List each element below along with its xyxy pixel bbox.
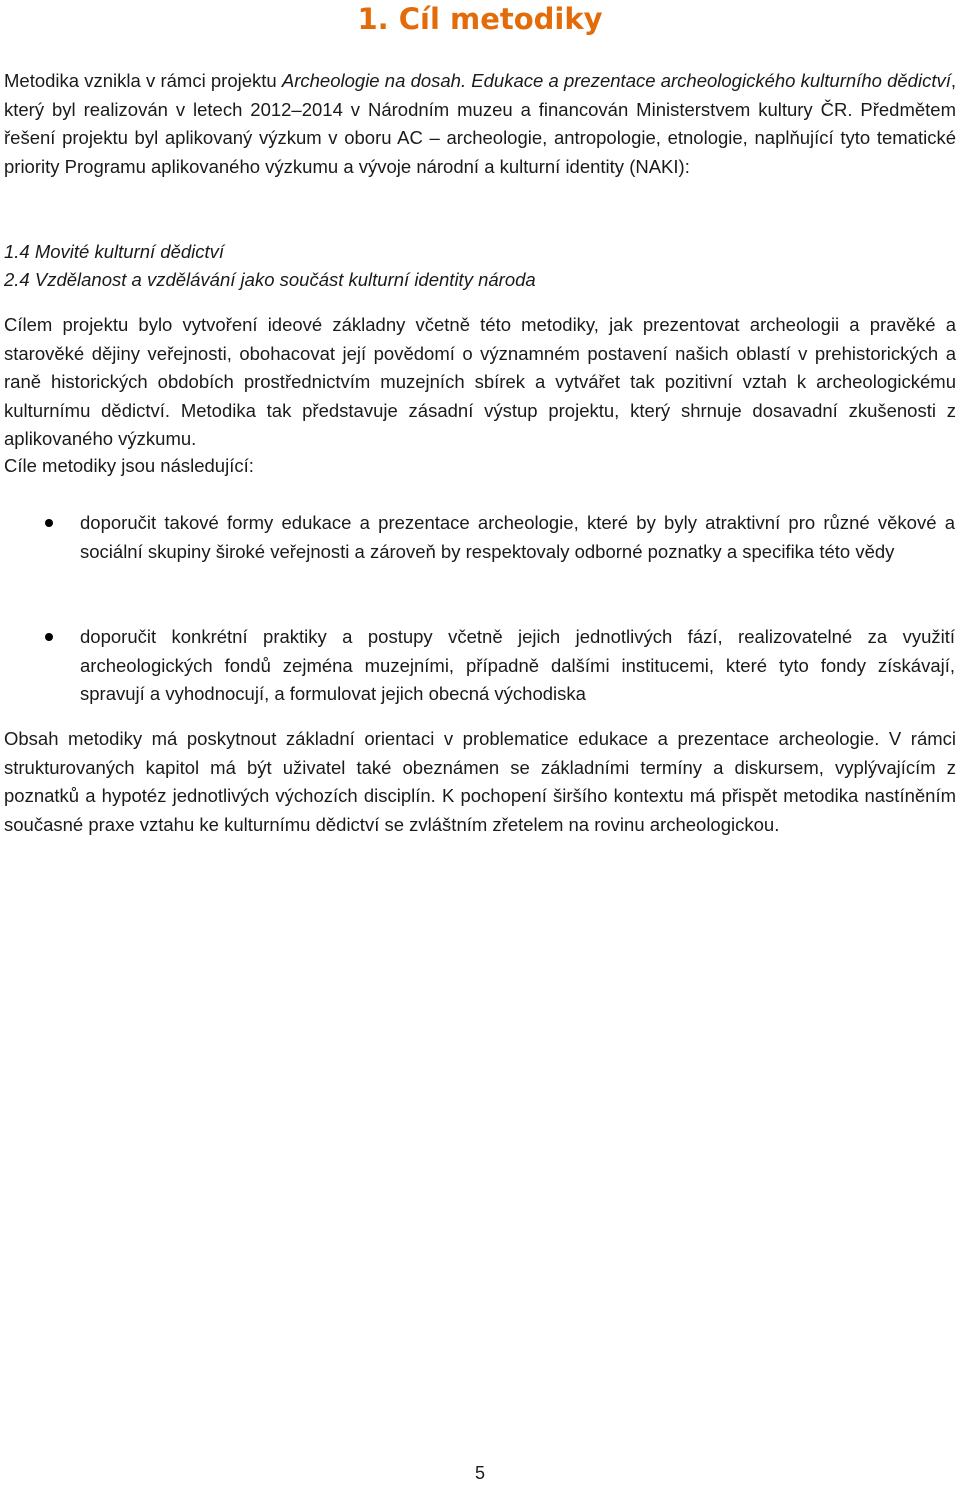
priority-item: 1.4 Movité kulturní dědictví <box>4 241 225 262</box>
intro-text-start: Metodika vznikla v rámci projektu <box>4 70 282 91</box>
priority-item: 2.4 Vzdělanost a vzdělávání jako součást kulturní identity národa <box>4 269 536 290</box>
aim-paragraph: Cílem projektu bylo vytvoření ideové základny včetně této metodiky, jak prezentovat archeologii a pravěké a starověké dějiny veřejnosti, obohacovat její povědomí o významném postavení našich oblastí v prehistorických a raně historických obdobích prostřednictvím muzejních sbírek a vytvářet tak pozitivní vztah k archeologickému kulturnímu dědictví. Metodika tak představuje zásadní výstup projektu, který shrnuje dosavadní zkušenosti z aplikovaného výzkumu. <box>4 314 956 449</box>
page-number: 5 <box>474 1463 485 1483</box>
project-name: Archeologie na dosah. Edukace a prezentace archeologického kulturního dědictví <box>281 70 951 91</box>
intro-text-rest: , který byl realizován v letech 2012–2014 v Národním muzeu a financován Ministerstvem kultury ČR. Předmětem řešení projektu byl aplikovaný výzkum v oboru AC – archeologie, antropologie, etnologie, naplňující tyto tematické priority Programu aplikovaného výzkumu a vývoje národní a kulturní identity (NAKI): <box>4 70 956 177</box>
content-paragraph: Obsah metodiky má poskytnout základní orientaci v problematice edukace a prezentace archeologie. V rámci strukturovaných kapitol má být uživatel také obeznámen se základními termíny a diskursem, vyplývajícím z poznatků a hypotéz jednotlivých výchozích disciplín. K pochopení širšího kontextu má přispět metodika nastíněním současné praxe vztahu ke kulturnímu dědictví se zvláštním zřetelem na rovinu archeologickou. <box>4 728 956 835</box>
bullet-icon <box>45 519 53 527</box>
goal-text: doporučit konkrétní praktiky a postupy včetně jejich jednotlivých fází, realizovatelné za využití archeologických fondů zejména muzejními, případně dalšími institucemi, které tyto fondy získávají, spravují a vyhodnocují, a formulovat jejich obecná východiska <box>80 626 955 704</box>
goal-text: doporučit takové formy edukace a prezentace archeologie, které by byly atraktivní pro různé věkové a sociální skupiny široké veřejnosti a zároveň by respektovaly odborné poznatky a specifika této vědy <box>80 512 955 562</box>
chapter-heading: 1. Cíl metodiky <box>357 2 603 36</box>
goals-label: Cíle metodiky jsou následující: <box>4 455 254 476</box>
bullet-icon <box>45 633 53 641</box>
intro-paragraph <box>4 67 956 181</box>
